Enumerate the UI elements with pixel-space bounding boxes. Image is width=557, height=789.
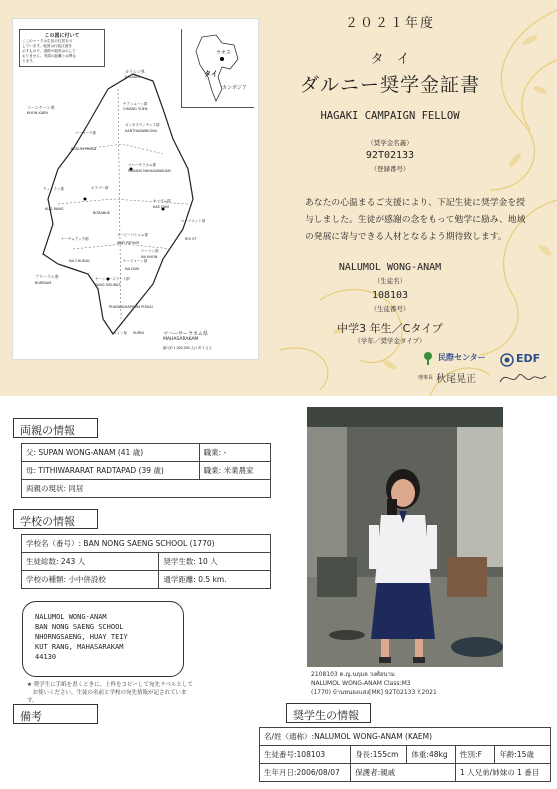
cert-message-line: の発展に寄与できる人材となるよう期待致します。 xyxy=(305,232,507,242)
student-birth-label: 生年月日 xyxy=(264,768,294,777)
cert-grade-type-label: （学年／奨学金タイプ） xyxy=(354,337,426,345)
map-label: SURIN xyxy=(133,331,144,335)
map-label: ナーコン郡 xyxy=(141,249,159,253)
address-note xyxy=(27,680,197,704)
map-label: チアンユーン郡 xyxy=(123,102,148,106)
student-number-label: 生徒番号 xyxy=(264,750,294,759)
map-label: コーンケーン県 xyxy=(27,105,55,110)
address-line: KUT RANG, MAHASARAKAM xyxy=(35,643,124,651)
student-guardian-cell: 保護者:親戚 xyxy=(351,764,456,782)
map-label: WAPI PATHUM xyxy=(117,241,140,245)
address-line: BAN NONG SAENG SCHOOL xyxy=(35,623,124,631)
father-value: SUPAN WONG-ANAM (41 歳) xyxy=(38,448,144,457)
address-label-box xyxy=(22,601,184,677)
map-label: ワーピーパトゥム郡 xyxy=(117,233,149,237)
cert-student-name-label: （生徒名） xyxy=(373,277,407,285)
map-legend-line: ここのマークは生徒の住居を示 xyxy=(22,39,73,43)
school-name-cell: 学校名（番号）: BAN NONG SAENG SCHOOL (1770) xyxy=(22,535,271,553)
map-label: KAE DAM xyxy=(153,205,169,209)
school-distance-value: 0.5 km. xyxy=(198,575,227,584)
org-signature: 秋尾晃正 xyxy=(436,374,476,385)
mother-job: 米業農家 xyxy=(223,466,254,475)
school-type-cell: 学校の種類: 小中併設校 xyxy=(22,571,159,589)
inset-cambodia: カンボジア xyxy=(222,85,248,91)
inset-laos: ラオス xyxy=(216,50,231,56)
student-section-title: 奨学生の情報 xyxy=(286,703,371,723)
student-guardian-value: 親戚 xyxy=(380,768,396,777)
address-line: 44130 xyxy=(35,653,57,661)
map-label: KHON KAEN xyxy=(27,111,48,115)
map-label: BORABUE xyxy=(93,211,110,215)
mother-value: TITHIWARARAT RADTAPAD (39 歳) xyxy=(38,466,164,475)
org-logo-icon xyxy=(420,350,436,366)
student-age-value: 15歳 xyxy=(516,750,534,759)
student-guardian-label: 保護者 xyxy=(355,768,378,777)
map-label: カンタラウィチャイ郡 xyxy=(125,123,160,127)
map-label: ローイエット県 xyxy=(181,219,206,223)
school-name-label: 学校名（番号） xyxy=(26,539,79,548)
cert-campaign: HAGAKI CAMPAIGN FELLOW xyxy=(320,110,460,122)
map-label: NA KHON xyxy=(141,255,158,259)
map-label: CHIANG YUEN xyxy=(123,107,148,111)
student-siblings-cell xyxy=(456,764,551,782)
map-label: ナードゥーン郡 xyxy=(123,259,148,263)
edf-signature xyxy=(498,368,548,388)
student-weight-value: 48kg xyxy=(428,750,448,759)
cert-title: ダルニー奨学金証書 xyxy=(299,74,480,96)
cert-student-number: 108103 xyxy=(371,290,409,301)
father-job-cell: 職業: - xyxy=(199,444,270,462)
mother-label: 母 xyxy=(26,466,34,475)
map-label: KUD RANG xyxy=(45,207,64,211)
remarks-section-title: 備考 xyxy=(13,704,98,724)
photo-caption xyxy=(311,670,437,697)
map-label: PHAYAKKHAPHUM PHISAI xyxy=(109,305,153,309)
student-birth-cell: 生年月日:2006/08/07 xyxy=(260,764,351,782)
student-table xyxy=(259,727,551,782)
school-scholars-cell: 奨学生数: 10 人 xyxy=(159,553,271,571)
map-label: KALASIN xyxy=(125,75,140,79)
student-name-label: 名/姓（通称） xyxy=(264,732,312,741)
student-photo xyxy=(307,407,503,667)
school-total-value: 243 人 xyxy=(60,557,86,566)
map-legend-title: この図に付いて xyxy=(44,33,80,39)
cert-student-name: NALUMOL WONG-ANAM xyxy=(338,262,442,273)
map-legend-line: ります。 xyxy=(22,59,37,63)
school-scholars-value: 10 人 xyxy=(198,557,218,566)
map-label: コーサーラ郡 xyxy=(75,131,96,135)
map-province-jp: マハーサーラカム県 xyxy=(163,331,208,337)
cert-country: タ イ xyxy=(370,52,410,67)
address-line: NALUMOL WONG-ANAM xyxy=(35,613,107,621)
school-distance-label: 通学距離 xyxy=(163,575,194,584)
school-total-cell: 生徒総数: 243 人 xyxy=(22,553,159,571)
student-height-label: 身長 xyxy=(355,750,371,759)
student-sex-label: 性別 xyxy=(460,750,476,759)
student-age-cell: 年齢:15歳 xyxy=(495,746,551,764)
parents-status-cell: 両親の現状: 同居 xyxy=(22,480,271,498)
map-label: BURIRAM xyxy=(35,281,52,285)
map-label: NA DUN xyxy=(125,267,139,271)
school-distance-cell: 通学距離: 0.5 km. xyxy=(159,571,271,589)
mother-job-label: 職業 xyxy=(203,466,219,475)
map-label: MUEANG MAHASARAKHAM xyxy=(128,169,171,173)
cert-registration-number: 92T02133 xyxy=(365,150,415,161)
parents-status: 同居 xyxy=(68,484,84,493)
map-scale: 縮尺約 1,000,000 人口 約 1 万人 xyxy=(163,346,212,350)
org-name: 民際センター xyxy=(438,353,486,362)
school-type-label: 学校の種類 xyxy=(26,575,64,584)
mother-cell: 母: TITHIWARARAT RADTAPAD (39 歳) xyxy=(22,462,200,480)
photo-caption-line: NALUMOL WONG-ANAM Class:M3 xyxy=(311,680,411,687)
address-note-line: ★ 奨学生に手紙を書くときに、上枠をコピーして宛先ラベルとして xyxy=(27,682,193,688)
edf-logo-icon xyxy=(500,352,514,366)
address-line: NHORNGSAENG, HUAY TEIY xyxy=(35,633,128,641)
cert-registration-label: （登録番号） xyxy=(370,165,410,173)
map-province-en: MAHASARAKAM xyxy=(163,337,199,342)
father-job: - xyxy=(223,448,227,457)
father-label: 父 xyxy=(26,448,34,457)
father-job-label: 職業 xyxy=(203,448,219,457)
map-label: ヤーンシースラート郡 xyxy=(95,277,130,281)
student-weight-cell: 体重:48kg xyxy=(407,746,456,764)
photo-caption-line: 2108103 ด.ญ.นฤมล วงศ์อนาม xyxy=(311,671,395,678)
district-map xyxy=(12,18,259,360)
photo-caption-line: (1770) บ้านหนองแสง[MK] 92T02133 Y.2021 xyxy=(311,689,437,696)
student-birth-value: 2006/08/07 xyxy=(296,768,340,777)
student-sex-cell: 性別:F xyxy=(456,746,495,764)
map-label: ボラブー郡 xyxy=(91,186,109,190)
map-label: スリン県 xyxy=(113,331,127,335)
student-name-value: NALUMOL WONG-ANAM (KAEM) xyxy=(314,732,433,741)
map-label: ケーダム郡 xyxy=(153,199,171,203)
cert-student-number-label: （生徒番号） xyxy=(370,305,410,313)
student-height-cell: 身長:155cm xyxy=(351,746,407,764)
cert-grade-type: 中学3 年生／Cタイプ xyxy=(337,322,443,335)
map-label: YANG SISURAT xyxy=(95,283,121,287)
father-cell: 父: SUPAN WONG-ANAM (41 歳) xyxy=(22,444,200,462)
cert-scholarship-label: （奨学金名義） xyxy=(367,139,413,147)
org-person-label: 理事長 xyxy=(418,375,434,381)
student-number-cell: 生徒番号:108103 xyxy=(260,746,351,764)
map-label: クットラン郡 xyxy=(43,187,64,191)
map-label: NA CHUEAK xyxy=(69,259,90,263)
school-table xyxy=(21,534,271,589)
student-height-value: 155cm xyxy=(372,750,399,759)
parents-section-title: 両親の情報 xyxy=(13,418,98,438)
map-label: カラシン県 xyxy=(125,69,145,74)
cert-message xyxy=(305,195,553,246)
school-scholars-label: 奨学生数 xyxy=(163,557,194,566)
student-siblings: 1 人兄弟/姉妹の 1 番目 xyxy=(460,768,540,777)
inset-thai: タイ xyxy=(204,70,218,78)
map-label: KANTHARAWICHAI xyxy=(125,129,157,133)
school-name-value: BAN NONG SAENG SCHOOL (1770) xyxy=(83,539,215,548)
school-type-value: 小中併設校 xyxy=(68,575,106,584)
edf-logo: EDF xyxy=(516,352,541,365)
cert-year: ２０２１年度 xyxy=(344,16,435,31)
map-legend-line: おりません。実際の距離とは異な xyxy=(22,54,77,58)
map-label: ROI ET xyxy=(185,237,197,241)
cert-message-line: 与しました。生徒が感謝の念をもって勉学に励み、地域 xyxy=(305,215,526,225)
map-legend-line: しています。地図は行政区画を xyxy=(22,44,73,48)
map-label: KOSUM PHISAI xyxy=(71,147,97,151)
school-section-title: 学校の情報 xyxy=(13,509,98,529)
map-label: マハーサラカム郡 xyxy=(128,163,156,167)
student-age-label: 年齢 xyxy=(499,750,515,759)
school-total-label: 生徒総数 xyxy=(26,557,56,566)
student-name-cell: 名/姓（通称）:NALUMOL WONG-ANAM (KAEM) xyxy=(260,728,551,746)
parents-table xyxy=(21,443,271,498)
cert-message-line: あなたの心温まるご支援により、下記生徒に奨学金を授 xyxy=(305,198,525,208)
student-weight-label: 体重 xyxy=(411,750,427,759)
student-number-value: 108103 xyxy=(296,750,326,759)
student-sex-value: F xyxy=(477,750,482,759)
parents-status-label: 両親の現状 xyxy=(26,484,64,493)
mother-job-cell: 職業: 米業農家 xyxy=(199,462,270,480)
map-label: ナーチュアック郡 xyxy=(61,237,89,241)
address-note-line: お使いください。生徒の名前と学校の宛先情報が記されています。 xyxy=(27,690,187,704)
map-label: プリーラム県 xyxy=(35,274,59,279)
map-legend-line: 示すもので、道路や地形は示して xyxy=(22,49,76,53)
